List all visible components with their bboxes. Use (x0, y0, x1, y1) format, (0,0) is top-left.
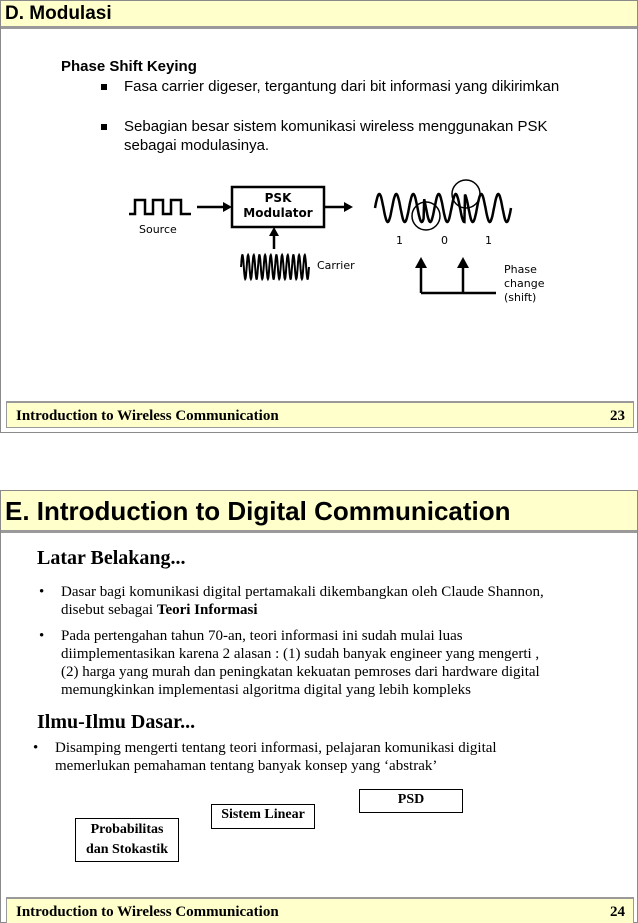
bullet-dot-icon: • (39, 584, 45, 600)
carrier-label: Carrier (317, 259, 355, 272)
bullet-item (39, 627, 609, 699)
slide-title: D. Modulasi (5, 3, 112, 24)
bit-label: 0 (441, 234, 448, 247)
bullet-text-line: Pada pertengahan tahun 70-an, teori informasi ini sudah mulai luas (61, 628, 463, 644)
bullet-item (39, 583, 609, 619)
slide-footer (6, 401, 634, 428)
slide-footer (6, 897, 634, 923)
bullet-item (33, 739, 613, 775)
sistem-linear-box: Sistem Linear (211, 804, 315, 829)
bullet-text-line: memungkinkan implementasi algoritma digital yang lebih kompleks (61, 682, 471, 698)
slide-title: E. Introduction to Digital Communication (5, 496, 511, 526)
footer-course-title: Introduction to Wireless Communication (16, 408, 279, 424)
page-number: 23 (610, 408, 625, 424)
bullet-text-line: memerlukan pemahaman tentang banyak konsep yang ‘abstrak’ (55, 758, 438, 774)
section-heading-ilmu-dasar: Ilmu-Ilmu Dasar... (37, 711, 196, 733)
bullet-text: Fasa carrier digeser, tergantung dari bit informasi yang dikirimkan (124, 78, 560, 95)
bit-label: 1 (485, 234, 492, 247)
psd-box: PSD (359, 789, 463, 813)
source-signal-icon (129, 200, 191, 214)
probabilitas-box: Probabilitas dan Stokastik (75, 818, 179, 862)
slide-23 (0, 0, 638, 433)
title-bar (1, 491, 637, 533)
phase-change-label: Phase change (shift) (504, 263, 545, 304)
bit-label: 1 (396, 234, 403, 247)
bullet-text-line: diimplementasikan karena 2 alasan : (1) sudah banyak engineer yang mengerti , (61, 646, 540, 662)
page-number: 24 (610, 904, 625, 920)
subtitle: Phase Shift Keying (61, 58, 197, 75)
bullet-text: disebut sebagai (61, 602, 157, 618)
footer-course-title: Introduction to Wireless Communication (16, 904, 279, 920)
bold-term-teori-informasi: Teori Informasi (156, 602, 258, 618)
section-heading-latar-belakang: Latar Belakang... (37, 547, 186, 569)
bullet-dot-icon: • (33, 740, 39, 756)
bullet-text: Sebagian besar sistem komunikasi wireless menggunakan PSK sebagai modulasinya. (124, 118, 548, 154)
bullet-text-line: (2) harga yang murah dan peningkatan kekuatan pemroses dari hardware digital (61, 664, 540, 680)
psk-output-wave-icon (375, 194, 511, 222)
carrier-wave-icon (241, 255, 309, 279)
bullet-dot-icon: • (39, 628, 45, 644)
modulator-label: PSK Modulator (243, 191, 313, 220)
source-label: Source (139, 223, 177, 236)
bullet-text-line: Dasar bagi komunikasi digital pertamakali dikembangkan oleh Claude Shannon, (61, 584, 544, 600)
bullet-text-line: Disamping mengerti tentang teori informasi, pelajaran komunikasi digital (55, 740, 497, 756)
slide-24 (0, 490, 638, 923)
